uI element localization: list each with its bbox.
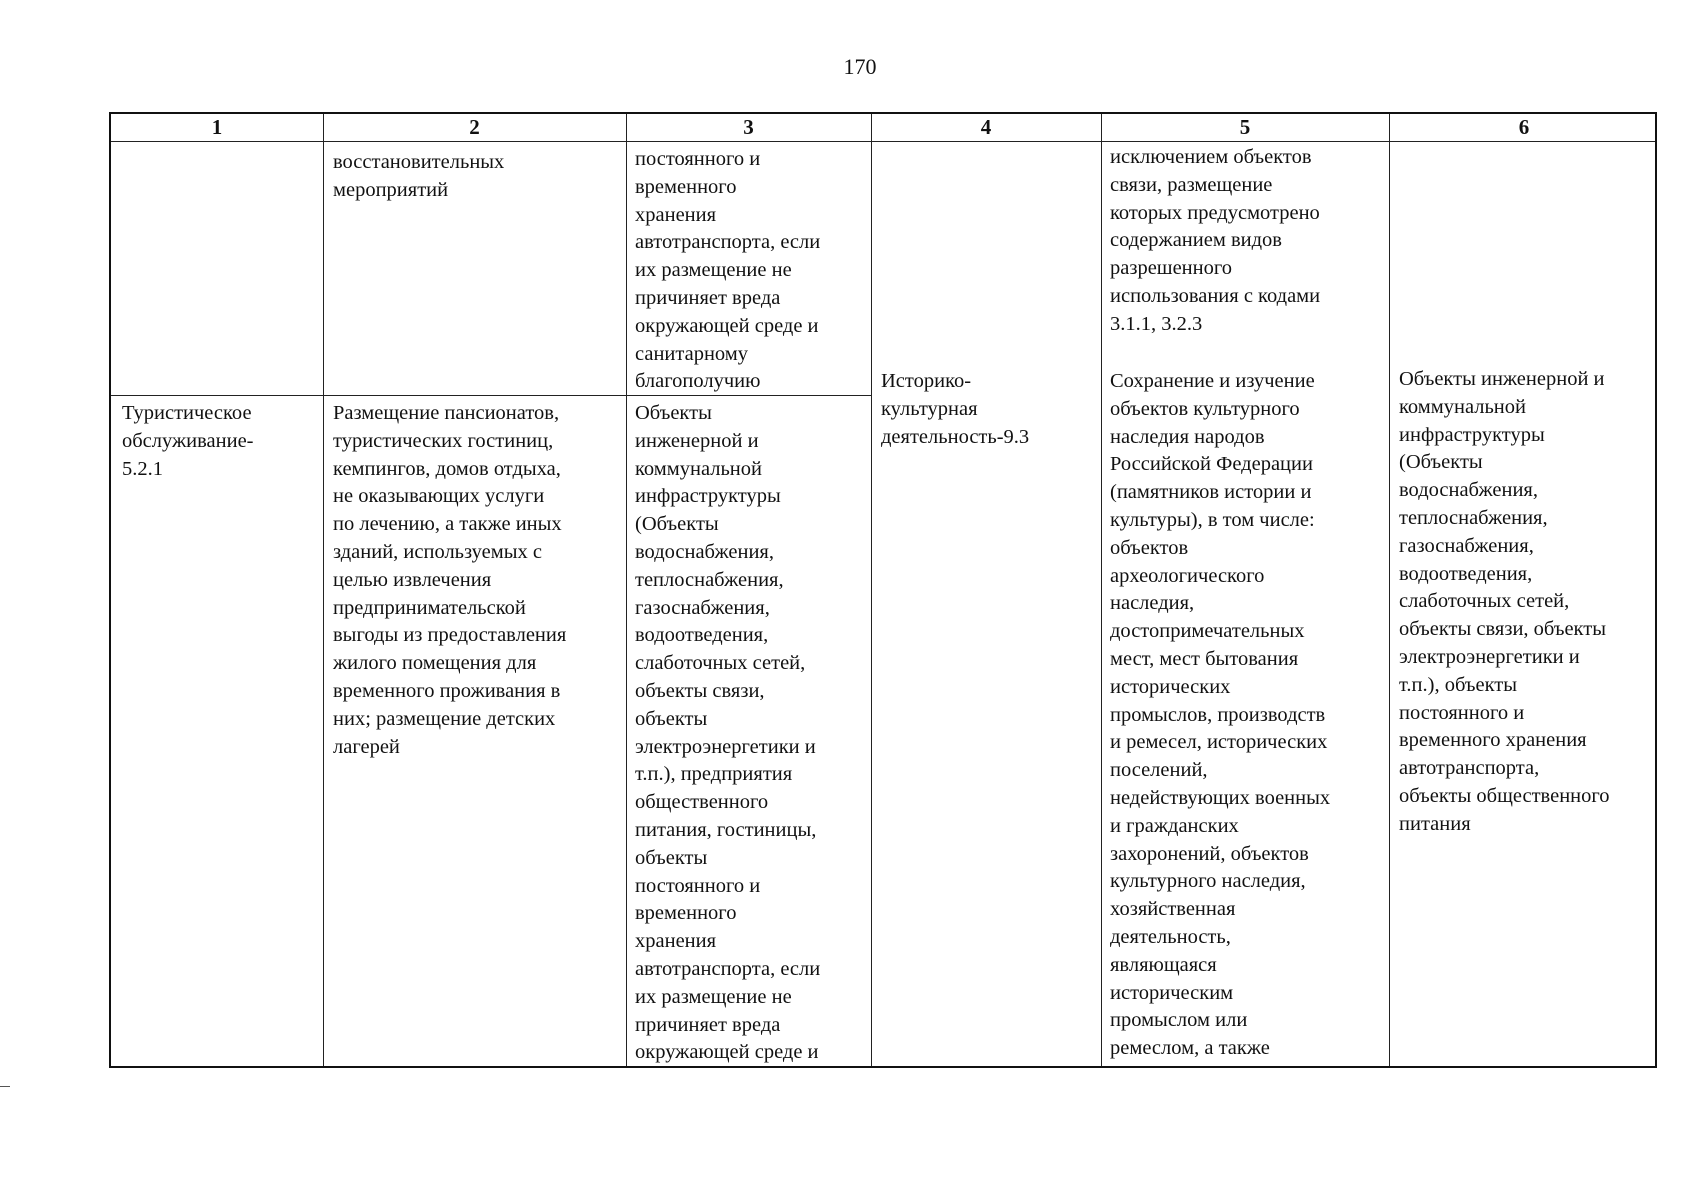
column-divider [1389,114,1390,1066]
column-divider [871,114,872,1066]
header-col-2: 2 [469,115,480,139]
continued-cell-col-3: постоянного и временного хранения автотранспорта, если их размещение не причиняет вреда окружающей среде и санитарному благополучию [635,148,821,393]
main-cell-col-6: Объекты инженерной и коммунальной инфраструктуры (Объекты водоснабжения, теплоснабжения, газоснабжения, водоотведения, слаботочных сетей, объекты связи, объекты электроэнергетики и т.п.), объекты постоянного и временного хранения автотранспорта, объекты общественного питания [1399,368,1610,835]
margin-mark [0,1086,10,1087]
page-number: 170 [843,54,877,79]
header-col-4: 4 [980,115,992,139]
main-cell-col-1: Туристическое обслуживание- 5.2.1 [122,402,254,480]
header-divider [111,141,1655,142]
main-cell-col-4: Историко- культурная деятельность-9.3 [881,370,1030,448]
main-cell-col-3: Объекты инженерной и коммунальной инфраструктуры (Объекты водоснабжения, теплоснабжения, газоснабжения, водоотведения, слаботочных сетей, объекты связи, объекты электроэнергетики и т.п.), предприятия общественного питания, гостиницы, объекты постоянного и временного хранения автотранспорта, если их размещение не причиняет вреда окружающей среде и [635,402,821,1064]
header-col-1: 1 [211,115,223,139]
column-divider [1101,114,1102,1066]
land-use-table [109,112,1657,1068]
main-cell-col-2: Размещение пансионатов, туристических гостиниц, кемпингов, домов отдыха, не оказывающих услуги по лечению, а также иных зданий, используемых с целью извлечения предпринимательской выгоды из предоставления жилого помещения для временного проживания в них; размещение детских лагерей [333,402,567,758]
column-divider [323,114,324,1066]
header-col-3: 3 [743,115,754,139]
main-cell-col-5: Сохранение и изучение объектов культурного наследия народов Российской Федерации (памятников истории и культуры), в том числе: объектов археологического наследия, достопримечательных мест, мест бытования исторических промыслов, производств и ремесел, исторических поселений, недействующих военных и гражданских захоронений, объектов культурного наследия, хозяйственная деятельность, являющаяся историческим промыслом или ремеслом, а также [1110,370,1331,1060]
header-col-6: 6 [1518,115,1530,139]
continued-cell-col-5: исключением объектов связи, размещение которых предусмотрено содержанием видов разрешенного использования с кодами 3.1.1, 3.2.3 [1110,146,1321,335]
header-col-5: 5 [1239,115,1251,139]
continued-cell-col-2: восстановительных мероприятий [333,151,505,201]
column-divider [626,114,627,1066]
